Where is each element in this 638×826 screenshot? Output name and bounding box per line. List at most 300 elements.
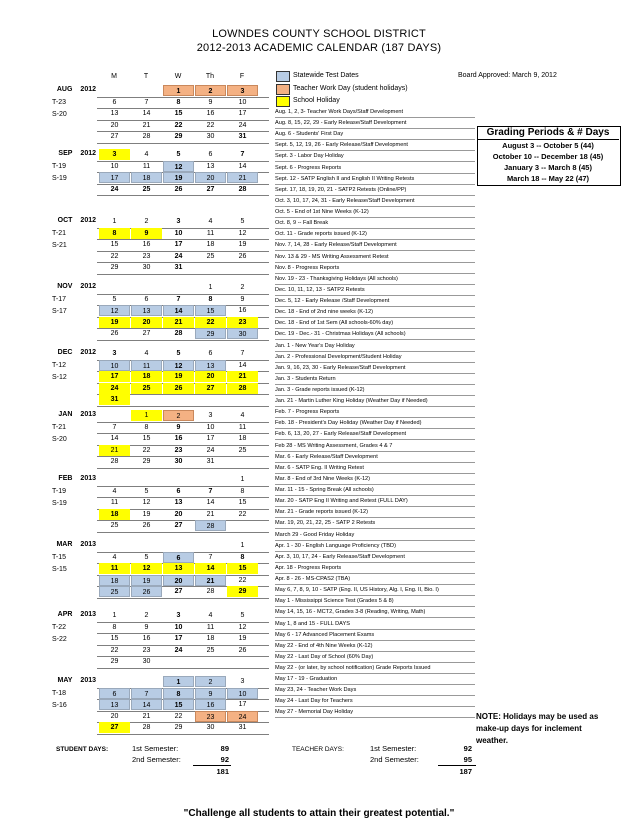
calendar-day: 9 [131,228,162,239]
calendar-day: 19 [99,317,130,328]
calendar-note: Oct. 8, 9 -- Fall Break [275,218,475,229]
teacher-total-value: 187 [459,767,472,776]
calendar-day: 22 [110,252,119,260]
calendar-day: 15 [227,563,258,574]
month-day-count: T-17 [52,296,67,303]
calendar-day: 15 [238,499,247,506]
calendar-day: 23 [174,446,183,454]
calendar-day: 24 [99,383,130,394]
calendar-day: 17 [238,110,247,117]
calendar-day: 22 [142,446,151,454]
calendar-day: 21 [142,121,151,129]
calendar-day: 6 [163,552,194,563]
calendar-day: 30 [142,264,151,271]
calendar-day: 3 [227,85,258,96]
calendar-day: 28 [206,588,215,595]
calendar-day: 6 [208,350,213,357]
calendar-day: 7 [176,295,181,303]
student-total-value: 181 [216,767,229,776]
calendar-day: 19 [238,635,247,642]
calendar-day: 12 [131,563,162,574]
calendar-note: May 6 - 17 Advanced Placement Exams [275,630,475,641]
calendar-day: 29 [142,458,151,465]
calendar-day: 3 [208,412,213,419]
calendar-note: Sept. 12 - SATP English II and English II Writing Retests [275,174,475,185]
month-label-feb [38,475,96,482]
month-name: OCT [57,217,73,224]
calendar-day: 19 [163,371,194,382]
teacher-days-label: TEACHER DAYS: [292,746,344,753]
calendar-day: 17 [99,371,130,382]
month-label-aug [38,86,96,93]
row-divider [97,195,269,196]
weekday-thu: Th [205,73,215,80]
calendar-day: 5 [112,295,117,303]
calendar-day: 10 [99,360,130,371]
calendar-day: 3 [112,350,117,357]
calendar-day: 25 [142,185,151,193]
calendar-day: 16 [206,110,215,117]
calendar-day: 17 [174,635,183,642]
calendar-note: Aug. 8, 15, 22, 29 - Early Release/Staff Development [275,118,475,129]
calendar-note: Sept. 6 - Progress Reports [275,163,475,174]
calendar-day: 11 [99,563,130,574]
calendar-note: May 14, 15, 16 - MCT2, Grades 3-8 (Reading, Writing, Math) [275,607,475,618]
teacher-sem2-label: 2nd Semester: [370,755,419,764]
calendar-day: 31 [238,133,247,140]
calendar-day: 4 [240,412,245,419]
district-title: LOWNDES COUNTY SCHOOL DISTRICT [212,28,426,40]
calendar-day: 10 [238,98,247,106]
calendar-day: 24 [110,185,119,193]
calendar-day: 15 [110,241,119,248]
calendar-day: 28 [227,383,258,394]
calendar-day: 27 [174,522,183,529]
calendar-day: 13 [206,162,215,170]
calendar-note: March 29 - Good Friday Holiday [275,530,475,541]
calendar-note: May 27 - Memorial Day Holiday [275,707,475,718]
legend-label-workday: Teacher Work Day (student holidays) [293,85,408,92]
calendar-day: 13 [163,563,194,574]
calendar-day: 22 [174,121,183,129]
calendar-note: Apr. 8 - 26 - MS-CPAS2 (TBA) [275,574,475,585]
legend-swatch-holiday [276,96,290,107]
teacher-sem2-value: 95 [463,755,472,764]
calendar-day: 7 [144,98,149,106]
calendar-day: 19 [142,510,151,518]
student-sem2-value: 92 [220,755,229,764]
calendar-day: 8 [144,423,149,431]
calendar-day: 7 [131,688,162,699]
calendar-note: Jan. 1 - New Year's Day Holiday [275,341,475,352]
calendar-day: 9 [195,688,226,699]
row-divider [97,143,269,144]
calendar-day: 20 [195,371,226,382]
holiday-note: NOTE: Holidays may be used as make-up days for inclement weather. [476,712,599,745]
month-day-count: T-12 [52,362,67,369]
calendar-day: 19 [131,575,162,586]
month-name: NOV [57,283,73,290]
calendar-day: 4 [144,151,149,158]
calendar-day: 15 [110,635,119,642]
calendar-note: May 23, 24 - Teacher Work Days [275,685,475,696]
calendar-day: 6 [144,295,149,303]
calendar-day: 2 [195,85,226,96]
calendar-day: 30 [206,133,215,140]
weekday-fri: F [239,73,245,80]
calendar-day: 15 [163,699,194,710]
calendar-day: 14 [142,110,151,117]
calendar-day: 15 [195,305,226,316]
calendar-day: 22 [238,576,247,584]
month-name: SEP [58,150,73,157]
calendar-day: 28 [142,133,151,140]
calendar-day: 28 [238,185,247,193]
calendar-day: 18 [99,575,130,586]
calendar-day: 23 [195,711,226,722]
calendar-day: 14 [238,361,247,369]
calendar-day: 2 [195,676,226,687]
calendar-day: 29 [174,724,183,731]
legend-label-test: Statewide Test Dates [293,72,359,79]
calendar-note: May 24 - Last Day for Teachers [275,696,475,707]
month-day-count: S-19 [52,175,67,182]
row-divider [97,532,269,533]
calendar-day: 12 [163,360,194,371]
motto-quote: "Challenge all students to attain their greatest potential." [183,808,455,819]
calendar-note: Apr. 18 - Progress Reports [275,563,475,574]
calendar-day: 20 [110,121,119,129]
month-name: AUG [56,86,73,93]
calendar-note: Sept. 3 - Labor Day Holiday [275,151,475,162]
calendar-day: 14 [206,499,215,506]
calendar-day: 18 [206,241,215,248]
calendar-day: 29 [227,586,258,597]
calendar-day: 27 [99,722,130,733]
calendar-day: 16 [142,241,151,248]
calendar-day: 3 [240,678,245,685]
calendar-day: 27 [142,330,151,337]
calendar-title: 2012-2013 ACADEMIC CALENDAR (187 DAYS) [196,42,442,54]
weekday-wed: W [174,73,182,80]
calendar-note: May 22 - (or later, by school notification) Grade Reports Issued [275,663,475,674]
calendar-day: 14 [131,699,162,710]
calendar-note: Apr. 1 - 30 - English Language Proficiency (TBD) [275,541,475,552]
calendar-day: 29 [110,658,119,665]
calendar-day: 28 [142,724,151,731]
calendar-note: Mar. 20 - SATP Eng II Writing and Retest (FULL DAY) [275,496,475,507]
calendar-day: 24 [206,446,215,454]
calendar-note: Sept. 5, 12, 19, 26 - Early Release/Staff Development [275,140,475,151]
month-year: 2013 [80,611,96,618]
month-day-count: T-21 [52,424,67,431]
calendar-day: 22 [206,121,215,129]
calendar-day: 9 [144,623,149,631]
calendar-day: 26 [238,646,247,654]
month-day-count: S-15 [52,566,67,573]
calendar-day: 22 [195,317,226,328]
calendar-note: Dec. 5, 12 - Early Release /Staff Development [275,296,475,307]
calendar-day: 20 [195,172,226,183]
calendar-note: Mar. 8 - End of 3rd Nine Weeks (K-12) [275,474,475,485]
calendar-day: 4 [208,612,213,619]
board-approved: Board Approved: March 9, 2012 [458,72,557,79]
calendar-note: Oct. 11 - Grade reports issued (K-12) [275,229,475,240]
calendar-day: 20 [131,317,162,328]
calendar-day: 24 [227,711,258,722]
calendar-day: 4 [112,487,117,495]
calendar-day: 17 [174,241,183,248]
calendar-day: 30 [206,724,215,731]
weekday-mon: M [111,73,117,80]
calendar-day: 1 [240,542,245,549]
calendar-day: 26 [238,252,247,260]
calendar-day: 18 [99,509,130,520]
month-day-count: T-18 [52,690,67,697]
calendar-day: 31 [206,458,215,465]
calendar-day: 24 [174,646,183,654]
calendar-note: Aug. 6 - Students' First Day [275,129,475,140]
month-year: 2012 [80,150,96,157]
calendar-day: 26 [163,383,194,394]
month-day-count: T-15 [52,554,67,561]
student-sem1-label: 1st Semester: [132,744,179,753]
month-year: 2012 [80,217,96,224]
calendar-day: 31 [99,394,130,405]
month-day-count: S-21 [52,242,67,249]
calendar-day: 21 [163,317,194,328]
calendar-day: 14 [163,305,194,316]
grading-period-3: January 3 -- March 8 (45) [504,163,592,172]
calendar-note: Oct. 3, 10, 17, 24, 31 - Early Release/Staff Development [275,196,475,207]
calendar-day: 26 [142,522,151,529]
calendar-day: 21 [206,510,215,518]
month-day-count: S-17 [52,308,67,315]
calendar-note: May 1, 8 and 15 - FULL DAYS [275,619,475,630]
month-name: FEB [58,475,73,482]
calendar-day: 23 [142,252,151,260]
month-label-nov [38,283,96,290]
calendar-day: 7 [208,487,213,495]
calendar-day: 8 [99,228,130,239]
calendar-day: 1 [208,284,213,291]
month-label-dec [38,349,96,356]
calendar-note: Jan. 3 - Grade reports issued (K-12) [275,385,475,396]
teacher-total-rule [438,765,476,766]
calendar-day: 26 [131,586,162,597]
calendar-day: 15 [174,110,183,117]
calendar-note: May 22 - End of 4th Nine Weeks (K-12) [275,641,475,652]
calendar-note: May 1 - Mississippi Science Test (Grades 5 & 8) [275,596,475,607]
calendar-day: 5 [240,218,245,225]
calendar-day: 26 [174,185,183,193]
calendar-day: 2 [144,612,149,619]
month-day-count: S-16 [52,702,67,709]
calendar-note: Jan. 9, 16, 23, 30 - Early Release/Staff Development [275,363,475,374]
calendar-day: 20 [110,712,119,720]
calendar-day: 18 [238,435,247,442]
calendar-day: 7 [240,151,245,158]
calendar-day: 25 [206,252,215,260]
calendar-day: 6 [99,688,130,699]
calendar-day: 10 [174,623,183,631]
grading-period-4: March 18 -- May 22 (47) [506,174,590,183]
calendar-day: 5 [176,350,181,357]
calendar-day: 28 [110,458,119,465]
month-label-oct [38,217,96,224]
calendar-note: May 6, 7, 8, 9, 10 - SATP (Eng. II, US History, Alg. I, Eng. II, Bio. I) [275,585,475,596]
calendar-day: 28 [174,330,183,337]
teacher-sem1-value: 92 [463,744,472,753]
calendar-day: 18 [131,371,162,382]
calendar-day: 21 [227,172,258,183]
calendar-note: Mar. 6 - Early Release/Staff Development [275,452,475,463]
calendar-note: Jan. 21 - Martin Luther King Holiday (Weather Day if Needed) [275,396,475,407]
month-year: 2012 [80,349,96,356]
calendar-day: 17 [238,701,247,708]
row-divider [97,734,269,735]
calendar-day: 1 [112,612,117,619]
calendar-note: Dec. 18 - End of 2nd nine weeks (K-12) [275,307,475,318]
student-total-rule [193,765,231,766]
calendar-day: 14 [195,563,226,574]
calendar-day: 13 [110,110,119,117]
calendar-day: 31 [174,264,183,271]
calendar-day: 10 [110,162,119,170]
calendar-day: 7 [240,350,245,357]
month-name: MAY [57,677,73,684]
calendar-day: 21 [227,371,258,382]
calendar-day: 22 [238,510,247,518]
calendar-day: 9 [240,295,245,303]
month-name: MAR [56,541,73,548]
calendar-day: 23 [227,317,258,328]
calendar-day: 16 [238,307,247,314]
student-sem2-label: 2nd Semester: [132,755,181,764]
calendar-note: Sept. 17, 18, 19, 20, 21 - SATP2 Retests (Online/PP) [275,185,475,196]
calendar-day: 8 [208,295,213,303]
month-label-sep [38,150,96,157]
calendar-day: 14 [238,162,247,170]
calendar-day: 7 [208,553,213,561]
month-day-count: T-23 [52,99,67,106]
calendar-day: 16 [174,435,183,442]
legend-label-holiday: School Holiday [293,97,340,104]
month-label-jan [38,411,96,418]
calendar-day: 25 [99,586,130,597]
calendar-day: 23 [142,646,151,654]
calendar-day: 4 [112,553,117,561]
calendar-day: 29 [195,328,226,339]
calendar-note: Dec. 19 - Dec.- 31 - Christmas Holidays (All schools) [275,329,475,340]
calendar-day: 16 [142,635,151,642]
calendar-note: Jan. 2 - Professional Development/Student Holiday [275,352,475,363]
calendar-day: 21 [99,445,130,456]
calendar-day: 30 [227,328,258,339]
calendar-day: 27 [174,588,183,595]
month-day-count: S-20 [52,436,67,443]
calendar-day: 22 [174,712,183,720]
calendar-day: 19 [238,241,247,248]
month-label-may [38,677,96,684]
month-day-count: S-20 [52,111,67,118]
calendar-day: 29 [174,133,183,140]
month-year: 2013 [80,541,96,548]
calendar-day: 21 [142,712,151,720]
calendar-day: 22 [110,646,119,654]
calendar-day: 27 [206,185,215,193]
calendar-day: 21 [195,575,226,586]
calendar-note: Nov. 13 & 29 - MS Writing Assessment Retest [275,252,475,263]
calendar-day: 12 [99,305,130,316]
calendar-note: Apr. 3, 10, 17, 24 - Early Release/Staff Development [275,552,475,563]
calendar-note: Jan. 3 - Students Return [275,374,475,385]
calendar-day: 2 [144,218,149,225]
row-divider [97,468,269,469]
calendar-day: 1 [131,410,162,421]
calendar-day: 6 [112,98,117,106]
calendar-day: 1 [112,218,117,225]
calendar-day: 8 [240,553,245,561]
month-year: 2012 [80,283,96,290]
calendar-note: Aug. 1, 2, 3- Teacher Work Days/Staff Development [275,107,475,118]
calendar-day: 4 [208,218,213,225]
month-year: 2013 [80,475,96,482]
calendar-day: 8 [176,98,181,106]
calendar-day: 6 [176,487,181,495]
calendar-day: 26 [110,330,119,337]
calendar-note: Mar. 19, 20, 21, 22, 25 - SATP 2 Retests [275,518,475,529]
grading-periods-title: Grading Periods & # Days [477,126,619,140]
month-day-count: S-12 [52,374,67,381]
calendar-day: 1 [240,476,245,483]
calendar-day: 11 [238,423,247,431]
month-year: 2012 [80,86,96,93]
month-label-mar [38,541,96,548]
legend-swatch-test [276,71,290,82]
calendar-note: Nov. 7, 14, 28 - Early Release/Staff Development [275,240,475,251]
calendar-day: 12 [238,229,247,237]
calendar-note: Mar. 21 - Grade reports issued (K-12) [275,507,475,518]
calendar-day: 14 [110,435,119,442]
calendar-day: 5 [176,151,181,158]
calendar-day: 8 [163,688,194,699]
calendar-day: 12 [238,623,247,631]
calendar-note: Dec. 18 - End of 1st Sem (All schools-60% day) [275,318,475,329]
calendar-day: 11 [110,499,119,506]
calendar-day: 20 [174,510,183,518]
calendar-day: 2 [240,284,245,291]
calendar-day: 25 [131,383,162,394]
calendar-day: 17 [99,172,130,183]
calendar-day: 24 [174,252,183,260]
calendar-day: 25 [110,522,119,529]
weekday-tue: T [143,73,149,80]
calendar-day: 13 [131,305,162,316]
row-divider [97,598,269,599]
calendar-day: 11 [142,162,151,170]
calendar-day: 18 [206,635,215,642]
calendar-day: 29 [110,264,119,271]
month-label-apr [38,611,96,618]
row-divider [97,668,269,669]
calendar-day: 27 [195,383,226,394]
month-day-count: T-19 [52,488,67,495]
calendar-day: 3 [99,149,130,160]
calendar-note: Nov. 19 - 23 - Thanksgiving Holidays (All schools) [275,274,475,285]
calendar-note: May 17 - 19 - Graduation [275,674,475,685]
calendar-note: Feb. 7 - Progress Reports [275,407,475,418]
